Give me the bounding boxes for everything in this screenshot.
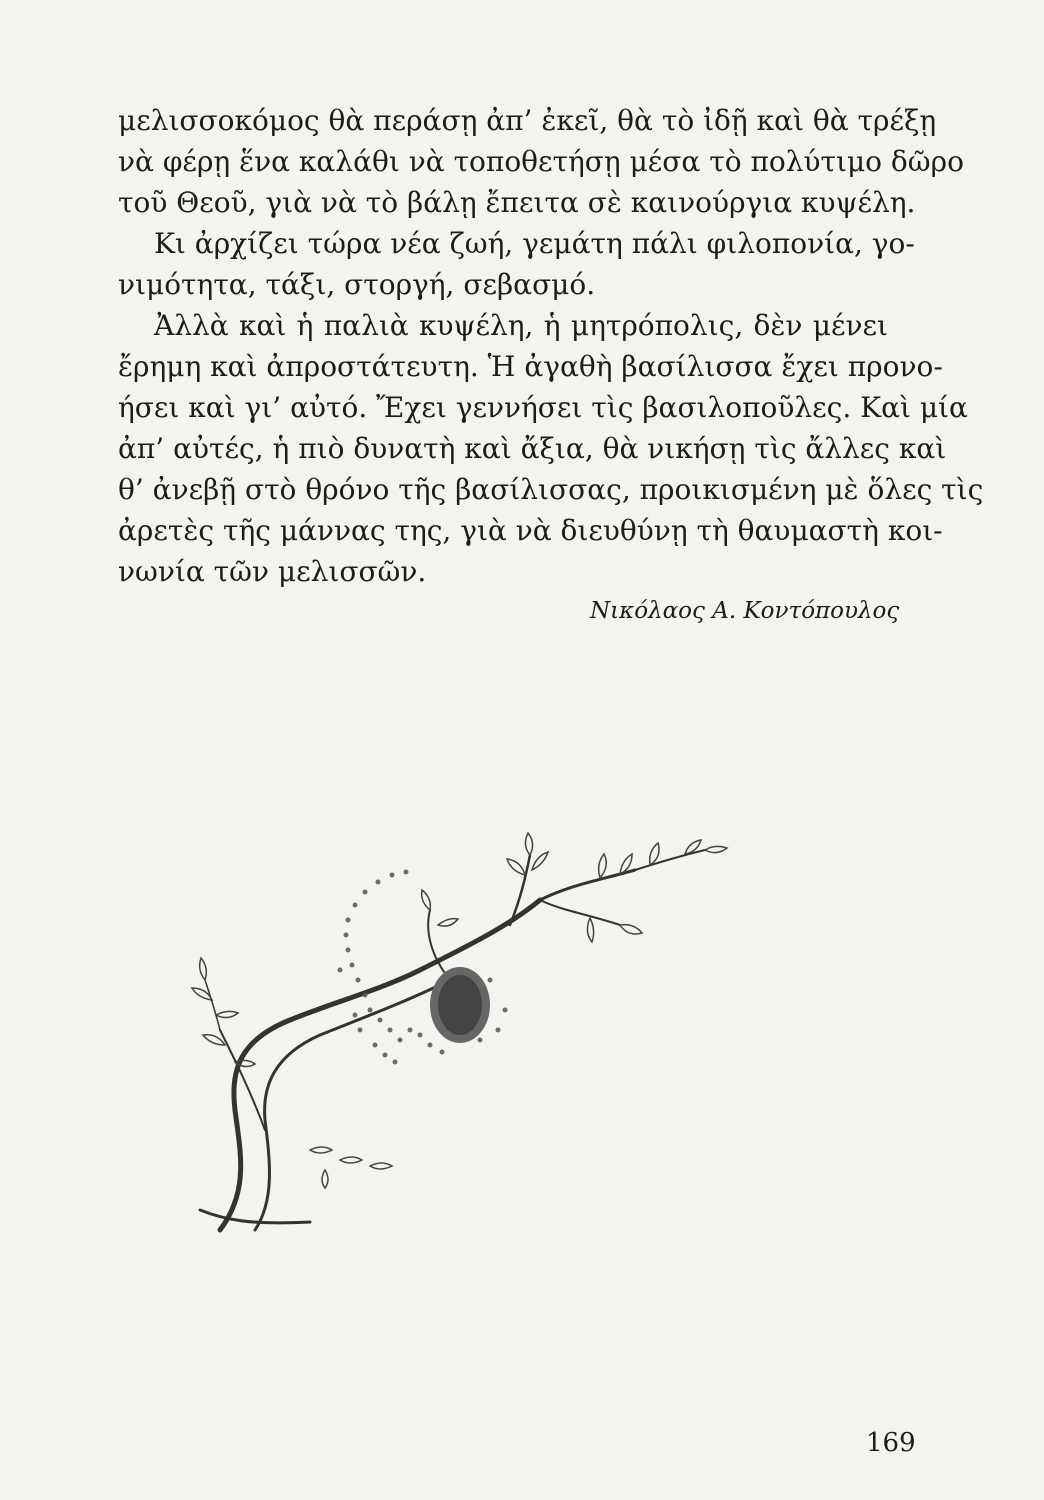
text-line: νιμότητα, τάξι, στοργή, σεβασμό. xyxy=(118,268,596,301)
text-line: Ἀλλὰ καὶ ἡ παλιὰ κυψέλη, ἡ μητρόπολις, δὲν μένει xyxy=(154,309,888,342)
text-line: τοῦ Θεοῦ, γιὰ νὰ τὸ βάλῃ ἔπειτα σὲ καινούργια κυψέλη. xyxy=(118,186,916,219)
text-line: ήσει καὶ γι’ αὐτό. Ἔχει γεννήσει τὶς βασιλοποῦλες. Καὶ μία xyxy=(118,391,968,424)
text-line: ἀπ’ αὐτές, ἡ πιὸ δυνατὴ καὶ ἄξια, θὰ νικήσῃ τὶς ἄλλες καὶ xyxy=(118,432,947,465)
text-line: νὰ φέρῃ ἕνα καλάθι νὰ τοποθετήσῃ μέσα τὸ πολύτιμο δῶρο xyxy=(118,145,964,178)
text-line: ἔρημη καὶ ἀπροστάτευτη. Ἡ ἀγαθὴ βασίλισσα ἔχει προνο- xyxy=(118,350,943,383)
text-line: Κι ἀρχίζει τώρα νέα ζωή, γεμάτη πάλι φιλοπονία, γο- xyxy=(154,227,915,260)
bee-swarm-tree-illustration xyxy=(180,830,780,1250)
text-line: ἀρετὲς τῆς μάννας της, γιὰ νὰ διευθύνῃ τὴ θαυμαστὴ κοι- xyxy=(118,514,943,547)
page-number: 169 xyxy=(866,1428,916,1458)
text-line: θ’ ἀνεβῇ στὸ θρόνο τῆς βασίλισσας, προικισμένη μὲ ὅλες τὶς xyxy=(118,473,984,506)
author-signature: Νικόλαος Α. Κοντόπουλος xyxy=(590,598,900,624)
body-text xyxy=(118,100,984,592)
text-line: νωνία τῶν μελισσῶν. xyxy=(118,555,427,588)
text-line: μελισσοκόμος θὰ περάσῃ ἀπ’ ἐκεῖ, θὰ τὸ ἰδῇ καὶ θὰ τρέξῃ xyxy=(118,104,937,137)
